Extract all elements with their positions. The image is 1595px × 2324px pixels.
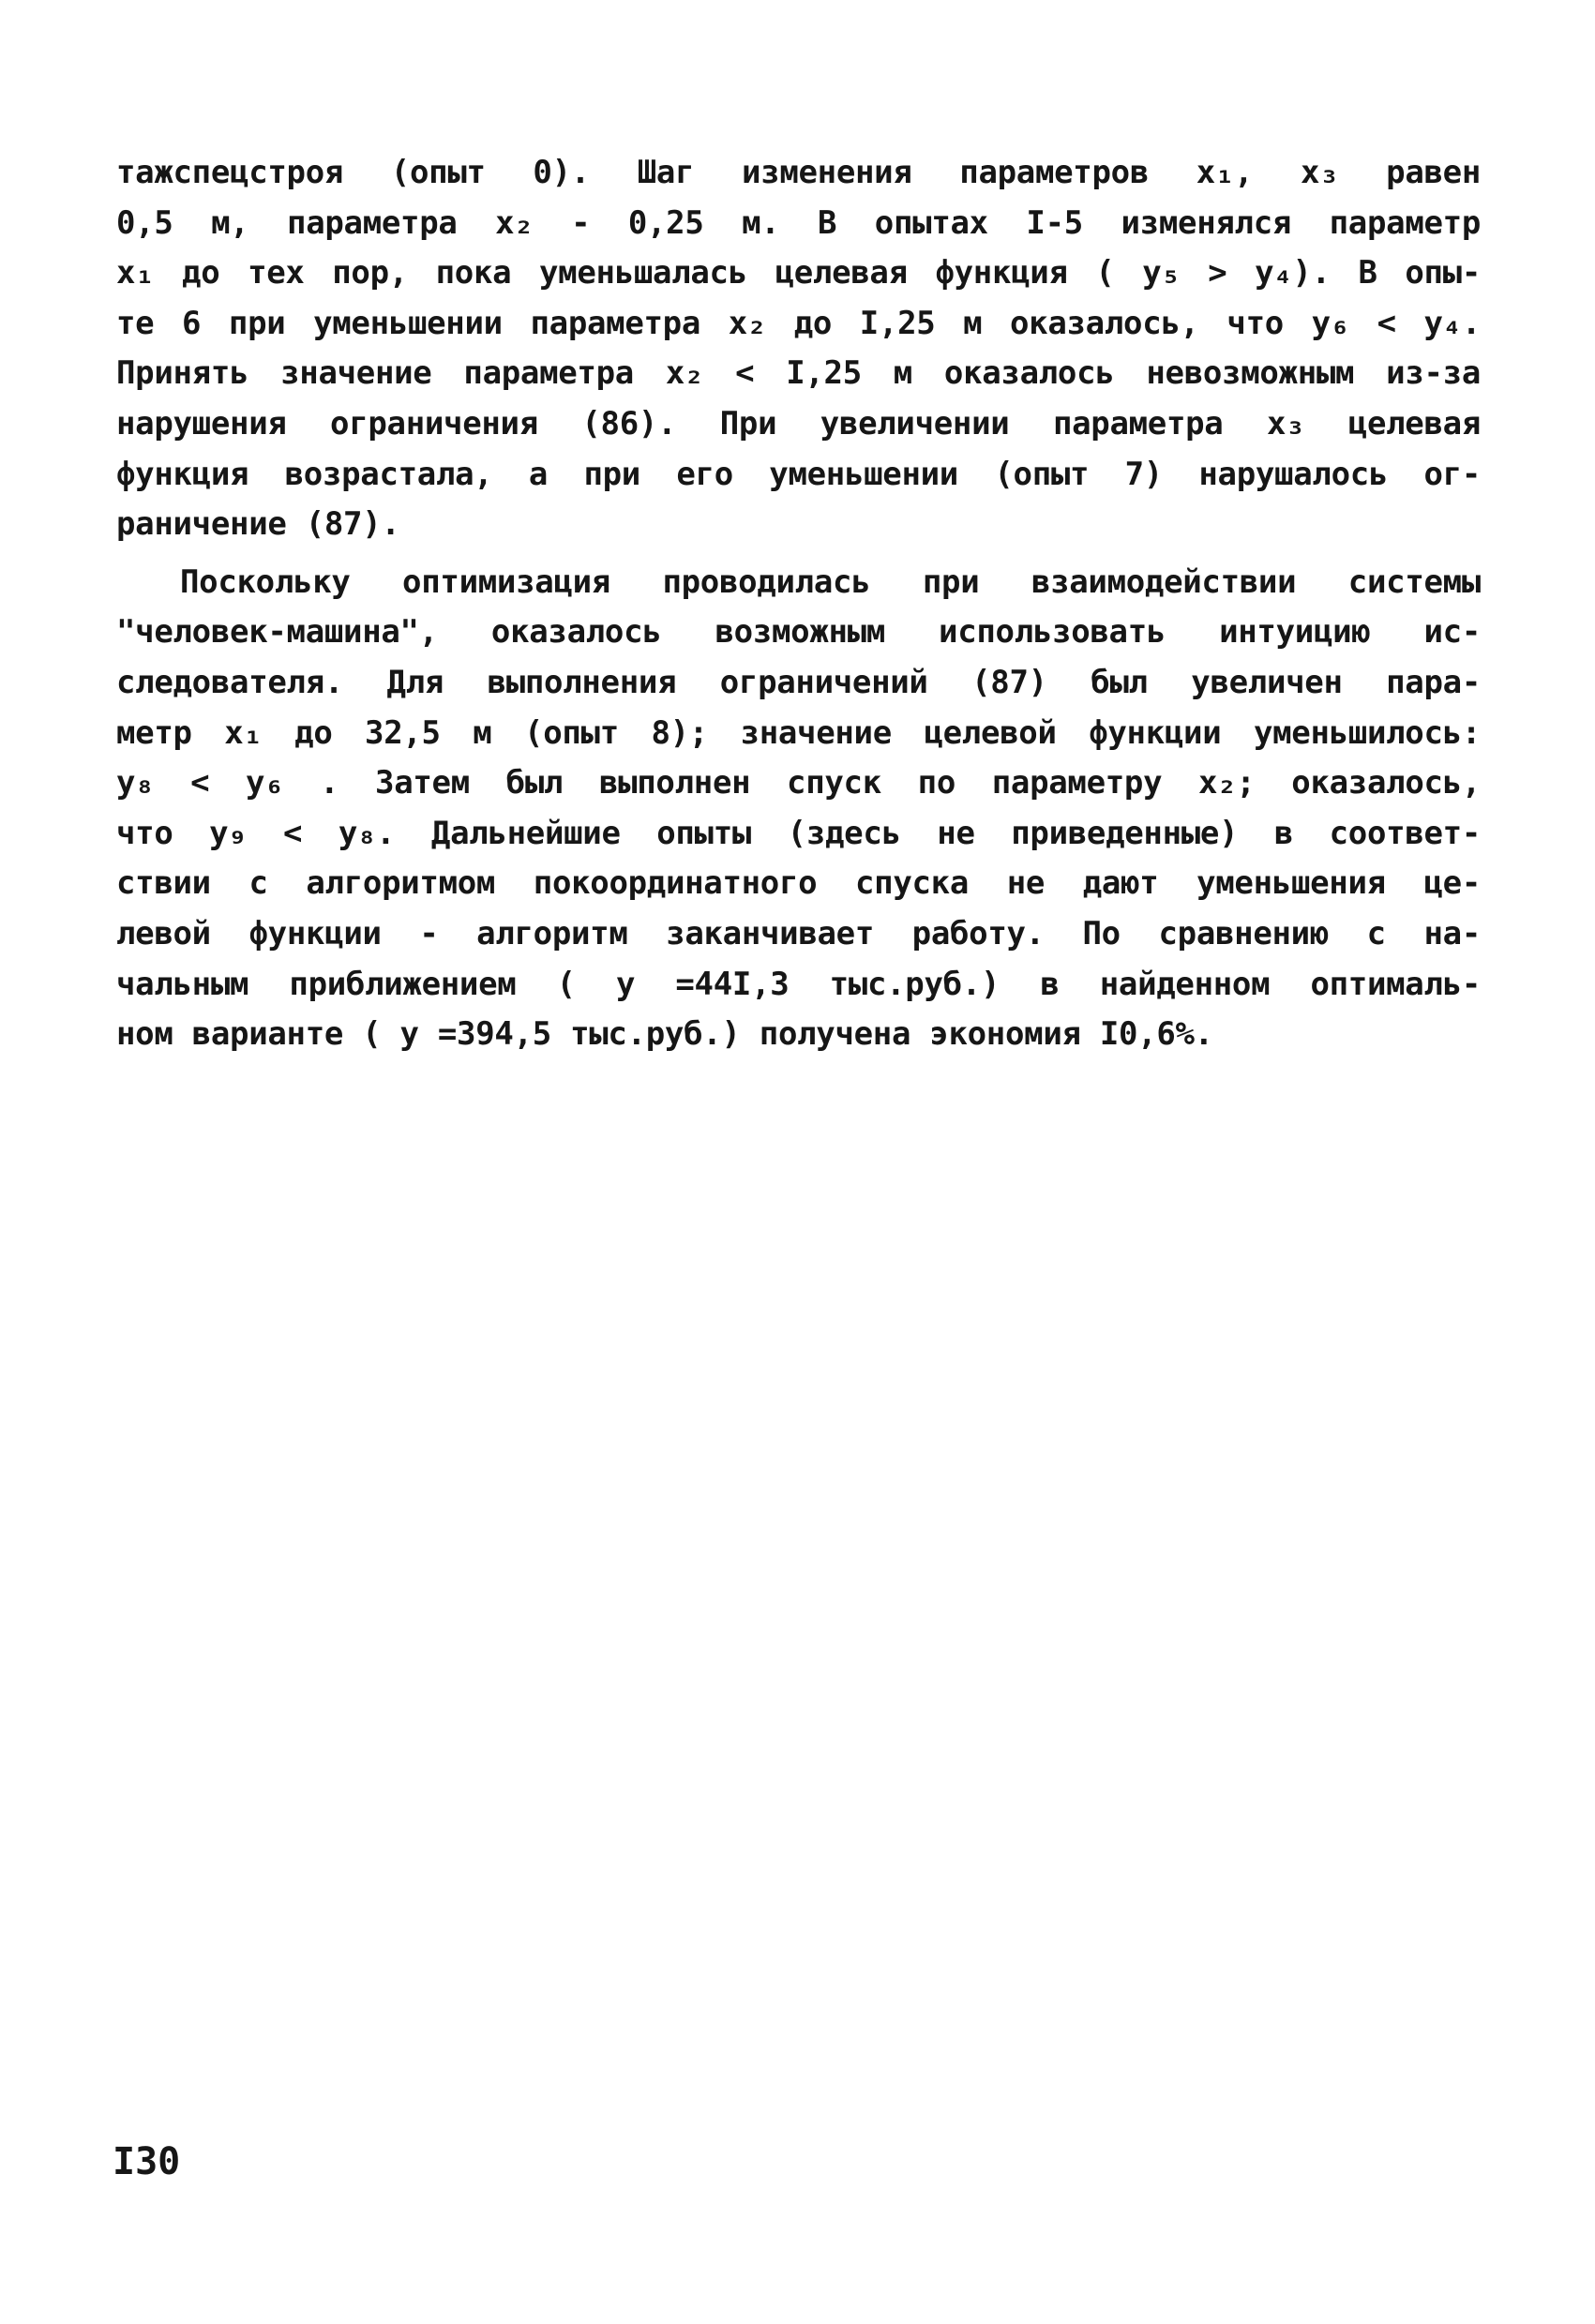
text-line: Принять значение параметра x₂ < I,25 м оказалось невозможным из-за (116, 354, 1481, 393)
text-line: левой функции - алгоритм заканчивает работу. По сравнению с на- (116, 914, 1481, 952)
paragraph-gap (116, 550, 1481, 558)
paragraph-2 (116, 558, 1481, 1060)
text-line: "человек-машина", оказалось возможным использовать интуицию ис- (116, 613, 1481, 652)
text-line: ном варианте ( y =394,5 тыс.руб.) получена экономия I0,6%. (116, 1015, 1213, 1054)
text-line: тажспецстроя (опыт 0). Шаг изменения параметров x₁, x₃ равен (116, 154, 1481, 191)
page-number: I30 (113, 2140, 181, 2183)
body-text (116, 148, 1481, 1060)
text-line: чальным приближением ( y =44I,3 тыс.руб.) в найденном оптималь- (116, 965, 1481, 1003)
text-line: нарушения ограничения (86). При увеличении параметра x₃ целевая (116, 404, 1481, 442)
text-line: функция возрастала, а при его уменьшении (опыт 7) нарушалось ог- (116, 455, 1481, 493)
text-line: 0,5 м, параметра x₂ - 0,25 м. В опытах I-5 изменялся параметр (116, 203, 1481, 242)
paragraph-1 (116, 148, 1481, 550)
text-line: что y₉ < y₈. Дальнейшие опыты (здесь не приведенные) в соответ- (116, 814, 1481, 852)
text-line: следователя. Для выполнения ограничений (87) был увеличен пара- (116, 663, 1481, 701)
text-line: метр x₁ до 32,5 м (опыт 8); значение целевой функции уменьшилось: (116, 713, 1481, 752)
text-line: раничение (87). (116, 505, 400, 544)
text-line: Поскольку оптимизация проводилась при взаимодействии системы (180, 562, 1481, 601)
text-line: x₁ до тех пор, пока уменьшалась целевая функция ( y₅ > y₄). В опы- (116, 254, 1481, 292)
text-line: ствии с алгоритмом покоординатного спуска не дают уменьшения це- (116, 864, 1481, 903)
text-line: те 6 при уменьшении параметра x₂ до I,25 м оказалось, что y₆ < y₄. (116, 304, 1481, 342)
text-line: y₈ < y₆ . Затем был выполнен спуск по параметру x₂; оказалось, (116, 764, 1481, 802)
